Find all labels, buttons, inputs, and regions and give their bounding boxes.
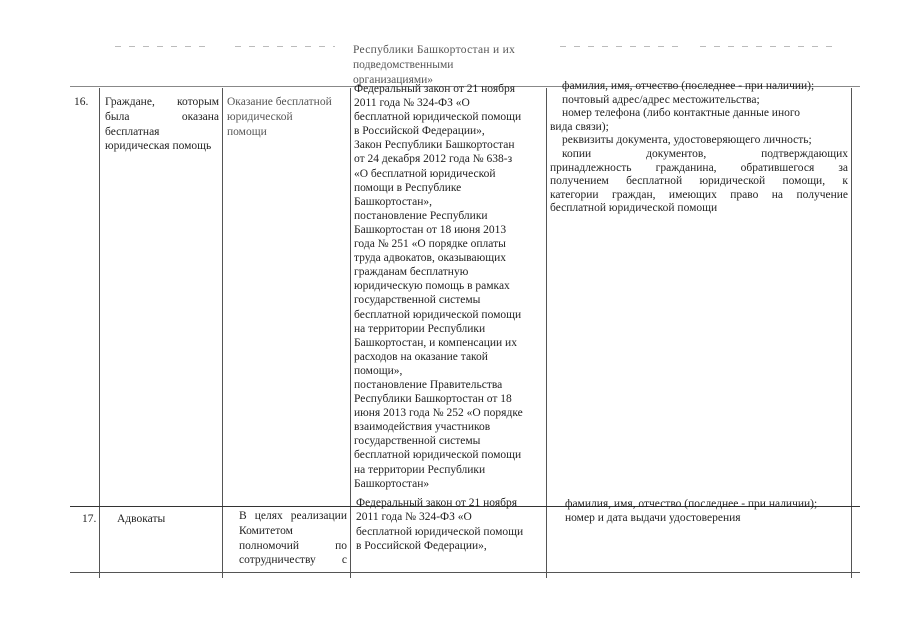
- recipient-cell: Граждане, которым была оказана бесплатная юридическая помощь: [105, 96, 219, 153]
- personal-data-cell: фамилия, имя, отчество (последнее - при наличии); номер и дата выдачи удостоверения: [565, 498, 818, 524]
- scan-artifact-line: [235, 46, 335, 47]
- recipient-cell: Адвокаты: [117, 513, 166, 525]
- row-number: 17.: [82, 513, 97, 525]
- table-border-right: [851, 88, 852, 578]
- table-border-left: [99, 88, 100, 578]
- personal-data-cell: фамилия, имя, отчество (последнее - при наличии); почтовый адрес/адрес местожительства; номер телефона (либо контактные данные иного вида связи); реквизиты документа, удостоверяющего личность; копии документов, подтверждающих принадлежность гражданина, обратившегося за получением бесплатной юридической помощи, к категории граждан, имеющих право на получение бесплатной юридической помощи: [550, 80, 848, 215]
- table-row-border-bottom: [70, 572, 860, 573]
- scan-artifact-line: [700, 46, 840, 47]
- table-border-col3: [350, 88, 351, 578]
- scan-artifact-line: [115, 46, 205, 47]
- legal-basis-cell: Федеральный закон от 21 ноября 2011 года № 324-ФЗ «О бесплатной юридической помощи в Российской Федерации», Закон Республики Башкортостан от 24 декабря 2012 года № 638-з «О бесплатной юридической помощи в Республике Башкортостан», постановление Республики Башкортостан от 18 июня 2013 года № 251 «О порядке оплаты труда адвокатов, оказывающих гражданам бесплатную юридическую помощь в рамках государственной системы бесплатной юридической помощи на территории Республики Башкортостан, и компенсации их расходов на оказание такой помощи», постановление Правительства Республики Башкортостан от 18 июня 2013 года № 252 «О порядке взаимодействия участников государственной системы бесплатной юридической помощи на территории Республики Башкортостан»: [354, 83, 523, 490]
- service-purpose-cell: Оказание бесплатной юридической помощи: [227, 96, 332, 138]
- row-number: 16.: [74, 96, 89, 108]
- legal-basis-cell: Федеральный закон от 21 ноября 2011 года № 324-ФЗ «О бесплатной юридической помощи в Российской Федерации»,: [356, 497, 524, 553]
- table-border-col2: [222, 88, 223, 578]
- service-purpose-cell: В целях реализации Комитетом полномочий по сотрудничеству с: [239, 510, 347, 567]
- table-border-col4: [546, 88, 547, 578]
- continued-basis-text: Республики Башкортостан и их подведомственными организациями»: [353, 44, 516, 86]
- scan-artifact-line: [560, 46, 680, 47]
